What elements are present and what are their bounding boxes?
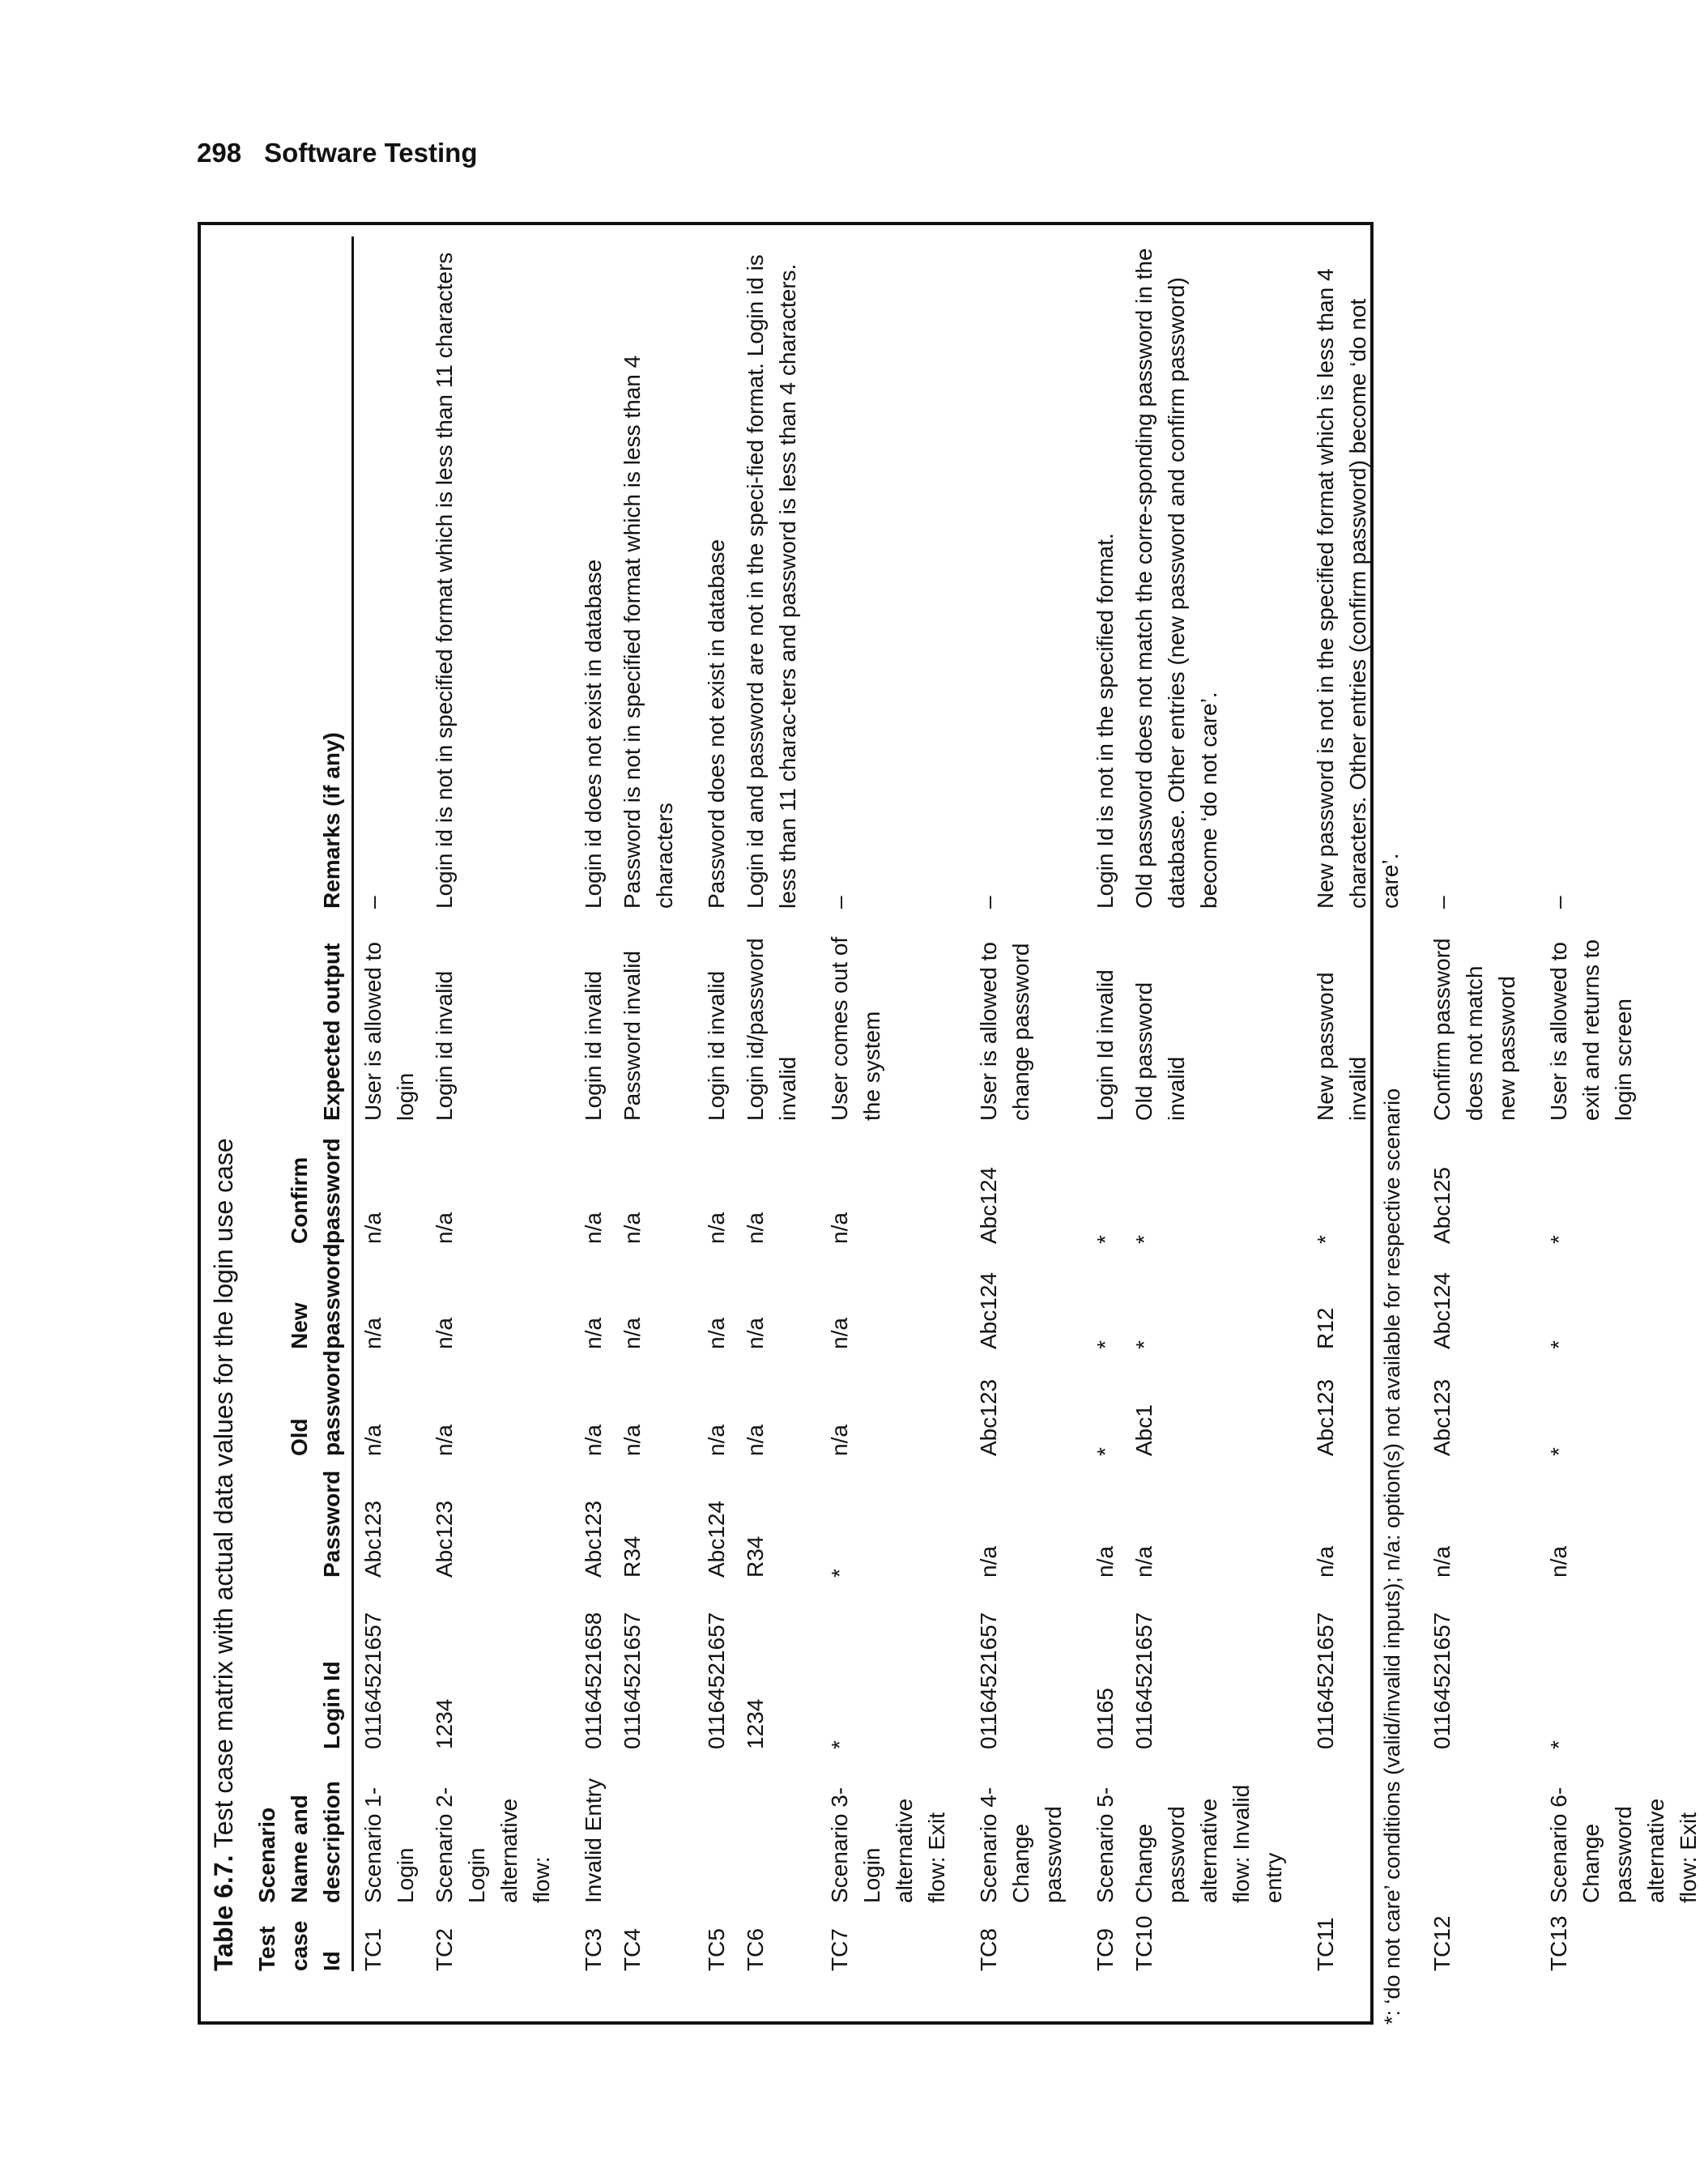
table-cell: 01164521657 bbox=[1131, 1612, 1156, 1749]
table-cell: Password is not in specified format which is less than 4 characters bbox=[620, 355, 677, 909]
table-cell: Abc124 bbox=[976, 1167, 1001, 1244]
table-cell: n/a bbox=[432, 1318, 457, 1349]
table-cell: TC8 bbox=[976, 1928, 1001, 1971]
table-cell bbox=[697, 1749, 736, 1903]
table-cell: Scenario 4- Change password bbox=[976, 1787, 1066, 1903]
table-cell: n/a bbox=[1093, 1546, 1118, 1578]
table-cell: Login Id is not in the specified format. bbox=[1093, 533, 1118, 909]
table-cell: n/a bbox=[581, 1318, 606, 1349]
table-cell: User is allowed to change password bbox=[976, 942, 1033, 1121]
table-cell: Login id invalid bbox=[704, 970, 729, 1121]
table-cell: Login id is not in specified format which is less than 11 characters bbox=[432, 252, 457, 909]
table-cell: TC4 bbox=[620, 1928, 645, 1971]
table-cell: 01164521657 bbox=[620, 1612, 645, 1749]
col-header: Scenario Name and description bbox=[254, 1781, 344, 1903]
table-cell: 01165 bbox=[1093, 1688, 1118, 1749]
table-cell: – bbox=[1429, 896, 1455, 909]
table-cell: n/a bbox=[360, 1425, 385, 1456]
table-cell: Abc123 bbox=[1429, 1379, 1455, 1456]
table-cell: TC11 bbox=[1313, 1917, 1338, 1971]
table-cell: New password invalid bbox=[1313, 972, 1370, 1121]
table-cell: * bbox=[827, 1569, 852, 1578]
table-cell: n/a bbox=[827, 1318, 852, 1349]
rotated-table-block bbox=[198, 222, 1701, 2025]
table-cell: n/a bbox=[432, 1425, 457, 1456]
table-cell bbox=[1306, 1749, 1423, 1903]
table-row bbox=[1125, 236, 1306, 1971]
table-cell: 1234 bbox=[432, 1698, 457, 1749]
table-cell: TC6 bbox=[743, 1928, 768, 1971]
table-row bbox=[574, 236, 613, 1971]
table-row bbox=[697, 236, 736, 1971]
table-cell: * bbox=[1546, 1740, 1571, 1749]
table-row bbox=[969, 236, 1086, 1971]
table-cell: * bbox=[1131, 1235, 1156, 1244]
table-cell: n/a bbox=[743, 1318, 768, 1349]
table-cell: Scenario 6- Change password alternative flow: Exit bbox=[1546, 1787, 1701, 1903]
table-cell: n/a bbox=[581, 1425, 606, 1456]
table-cell: n/a bbox=[620, 1425, 645, 1456]
running-title: Software Testing bbox=[264, 138, 478, 168]
table-cell: TC13 bbox=[1546, 1915, 1571, 1971]
table-cell: Scenario 2- Login alternative flow: bbox=[432, 1787, 554, 1903]
table-header-row bbox=[246, 236, 353, 1971]
table-cell: n/a bbox=[360, 1212, 385, 1244]
col-header: Confirm password bbox=[287, 1138, 344, 1244]
table-label: Table 6.7. bbox=[209, 1855, 238, 1971]
col-header: Old password bbox=[287, 1350, 344, 1456]
table-cell: 1234 bbox=[743, 1698, 768, 1749]
col-header: Password bbox=[319, 1470, 344, 1578]
table-cell: Abc125 bbox=[1429, 1167, 1455, 1244]
table-cell: Login id and password are not in the speci-fied format. Login id is less than 11 charac-ters and password is less than 4 characters. bbox=[743, 254, 800, 909]
table-cell: R12 bbox=[1313, 1307, 1338, 1349]
table-cell: User comes out of the system bbox=[827, 936, 884, 1121]
table-cell: n/a bbox=[1313, 1546, 1338, 1578]
table-cell: n/a bbox=[827, 1425, 852, 1456]
table-cell: n/a bbox=[620, 1212, 645, 1244]
table-cell: * bbox=[1546, 1340, 1571, 1349]
table-row bbox=[1306, 236, 1423, 1971]
table-cell: TC7 bbox=[827, 1928, 852, 1971]
col-header: New password bbox=[287, 1243, 344, 1349]
table-cell: TC10 bbox=[1131, 1915, 1156, 1971]
table-row bbox=[353, 236, 426, 1971]
table-cell: Confirm password does not match new password bbox=[1429, 938, 1519, 1121]
table-cell: Invalid Entry bbox=[581, 1778, 606, 1903]
table-row bbox=[1423, 236, 1540, 1971]
table-cell: n/a bbox=[1131, 1546, 1156, 1578]
table-cell: * bbox=[1313, 1235, 1338, 1244]
table-body bbox=[353, 236, 1708, 1971]
table-cell: n/a bbox=[976, 1546, 1001, 1578]
table-cell: n/a bbox=[581, 1212, 606, 1244]
table-cell: Abc1 bbox=[1131, 1404, 1156, 1456]
page-number: 298 bbox=[197, 138, 242, 168]
table-cell: * bbox=[1093, 1340, 1118, 1349]
table-cell: 01164521657 bbox=[976, 1612, 1001, 1749]
table-row bbox=[1540, 236, 1708, 1971]
table-cell: 01164521657 bbox=[704, 1612, 729, 1749]
table-row bbox=[820, 236, 969, 1971]
table-cell: Abc123 bbox=[360, 1501, 385, 1578]
table-cell: n/a bbox=[1429, 1546, 1455, 1578]
table-cell: Scenario 5- bbox=[1093, 1787, 1118, 1903]
table-cell: TC2 bbox=[432, 1928, 457, 1971]
table-cell: TC5 bbox=[704, 1928, 729, 1971]
table-cell: * bbox=[1131, 1340, 1156, 1349]
table-cell: Abc123 bbox=[432, 1501, 457, 1578]
table-cell: Password invalid bbox=[620, 950, 645, 1121]
table-cell: n/a bbox=[827, 1212, 852, 1244]
table-cell: R34 bbox=[620, 1535, 645, 1578]
col-header: Expected output bbox=[319, 943, 344, 1121]
table-cell: R34 bbox=[743, 1535, 768, 1578]
table-row bbox=[736, 236, 820, 1971]
table-cell: Abc123 bbox=[1313, 1379, 1338, 1456]
table-caption bbox=[209, 1138, 239, 1971]
table-cell: n/a bbox=[360, 1318, 385, 1349]
table-footnote: *: ‘do not care’ conditions (valid/invalid inputs); n/a: option(s) not available for respective scenario bbox=[1380, 1088, 1404, 2025]
table-cell: 01164521657 bbox=[1429, 1612, 1455, 1749]
col-header: Test case Id bbox=[254, 1920, 344, 1971]
table-cell: Abc124 bbox=[704, 1501, 729, 1578]
table-cell: 01164521657 bbox=[360, 1612, 385, 1749]
table-cell: Login id does not exist in database bbox=[581, 559, 606, 909]
table-cell: * bbox=[1546, 1447, 1571, 1456]
table-cell bbox=[736, 1749, 820, 1903]
table-cell: User is allowed to login bbox=[360, 942, 418, 1121]
table-row bbox=[425, 236, 574, 1971]
table-row bbox=[613, 236, 697, 1971]
table-cell: TC12 bbox=[1429, 1915, 1455, 1971]
table-cell: * bbox=[827, 1740, 852, 1749]
col-header: Remarks (if any) bbox=[319, 732, 344, 909]
table-cell: Change password alternative flow: Invalid entry bbox=[1131, 1784, 1286, 1903]
table-cell: Old password invalid bbox=[1131, 982, 1189, 1121]
table-cell: Old password does not match the corre-sponding password in the database. Other entries (new password and confirm password) become ‘do not care’. bbox=[1131, 248, 1221, 909]
table-cell: Abc123 bbox=[581, 1501, 606, 1578]
table-cell: 01164521658 bbox=[581, 1612, 606, 1749]
table-cell: Login id invalid bbox=[581, 970, 606, 1121]
table-cell: n/a bbox=[704, 1425, 729, 1456]
table-cell: – bbox=[1546, 896, 1571, 909]
table-cell: TC9 bbox=[1093, 1928, 1118, 1971]
table-row bbox=[1086, 236, 1125, 1971]
table-cell: * bbox=[1093, 1235, 1118, 1244]
table-cell: * bbox=[1093, 1447, 1118, 1456]
table-cell: Scenario 3- Login alternative flow: Exit bbox=[827, 1787, 949, 1903]
running-head bbox=[197, 138, 477, 168]
test-case-matrix bbox=[246, 236, 1708, 1971]
table-cell: n/a bbox=[432, 1212, 457, 1244]
table-cell: n/a bbox=[704, 1318, 729, 1349]
table-cell: Login id invalid bbox=[432, 970, 457, 1121]
table-cell: New password is not in the specified format which is less than 4 characters. Other entries (confirm password) become ‘do not care’. bbox=[1313, 268, 1403, 909]
table-cell: Scenario 1- Login bbox=[360, 1787, 418, 1903]
table-cell: – bbox=[360, 896, 385, 909]
table-cell: Login id/password invalid bbox=[743, 938, 800, 1121]
col-header: Login Id bbox=[319, 1661, 344, 1749]
table-cell: TC3 bbox=[581, 1928, 606, 1971]
table-cell: Abc124 bbox=[1429, 1272, 1455, 1349]
table-cell: Abc123 bbox=[976, 1379, 1001, 1456]
table-cell: * bbox=[1546, 1235, 1571, 1244]
table-cell bbox=[613, 1749, 697, 1903]
table-cell: n/a bbox=[743, 1425, 768, 1456]
table-cell: n/a bbox=[1546, 1546, 1571, 1578]
table-cell: n/a bbox=[620, 1318, 645, 1349]
table-cell: 01164521657 bbox=[1313, 1612, 1338, 1749]
table-cell: Login Id invalid bbox=[1093, 969, 1118, 1121]
table-cell: Abc124 bbox=[976, 1272, 1001, 1349]
table-cell: n/a bbox=[704, 1212, 729, 1244]
table-cell: n/a bbox=[743, 1212, 768, 1244]
table-cell: TC1 bbox=[360, 1928, 385, 1971]
table-cell bbox=[1423, 1749, 1540, 1903]
table-cell: Password does not exist in database bbox=[704, 539, 729, 909]
table-cell: User is allowed to exit and returns to login screen bbox=[1546, 939, 1636, 1121]
table-caption-text: Test case matrix with actual data values for the login use case bbox=[209, 1138, 238, 1849]
table-cell: – bbox=[827, 896, 852, 909]
table-cell: – bbox=[976, 896, 1001, 909]
